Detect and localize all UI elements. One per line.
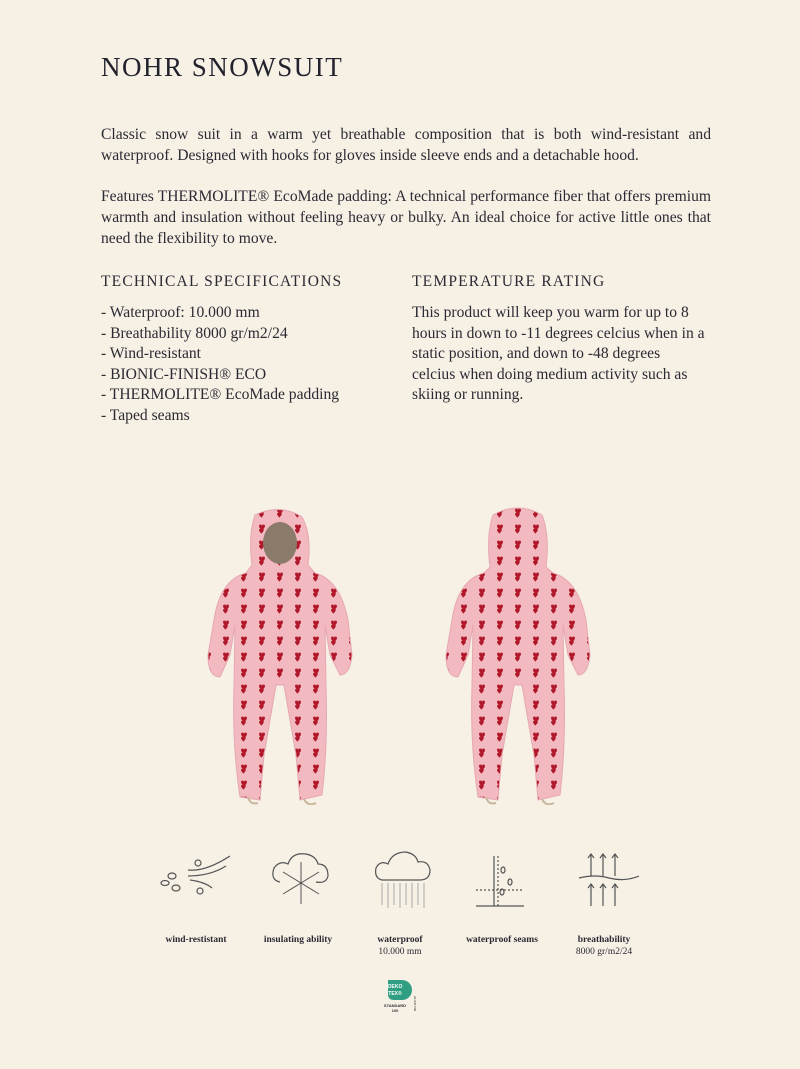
oeko-code: 22.HIN.599 bbox=[413, 996, 417, 1012]
rain-cloud-icon bbox=[372, 850, 442, 910]
feature-label: breathability bbox=[577, 935, 631, 945]
feature-label: waterproof seams bbox=[466, 935, 538, 945]
technical-specifications-heading: TECHNICAL SPECIFICATIONS bbox=[101, 273, 343, 290]
feature-breathability bbox=[544, 934, 664, 958]
feature-sub: 10.000 mm bbox=[378, 947, 422, 957]
oeko-number: 100 bbox=[391, 1008, 399, 1013]
spec-item: - Wind-resistant bbox=[101, 345, 201, 363]
description-paragraph-1: Classic snow suit in a warm yet breathable composition that is both wind-resistant and waterproof. Designed with hooks for gloves inside sleeve ends and a detachable hood. bbox=[101, 126, 711, 164]
oeko-tex-badge bbox=[380, 978, 426, 1018]
snowsuit-back-image bbox=[438, 505, 598, 805]
feature-sub: 8000 gr/m2/24 bbox=[575, 947, 633, 957]
spec-item: - THERMOLITE® EcoMade padding bbox=[101, 386, 340, 404]
page-title: NOHR SNOWSUIT bbox=[101, 52, 344, 82]
oeko-line-1: OEKO bbox=[387, 984, 403, 990]
specifications-list bbox=[101, 303, 339, 427]
temperature-rating-text: This product will keep you warm for up to 8 hours in down to -11 degrees celcius when in a static position, and down to -48 degrees celcius when doing medium activity such as skiing or running. bbox=[412, 304, 705, 404]
snowflake-cloud-icon bbox=[268, 850, 338, 910]
feature-label: waterproof bbox=[377, 935, 423, 945]
spec-item: - BIONIC-FINISH® ECO bbox=[101, 365, 267, 383]
feature-label: insulating ability bbox=[263, 935, 333, 945]
oeko-standard: STANDARD bbox=[383, 1003, 407, 1008]
description-paragraph-2: Features THERMOLITE® EcoMade padding: A technical performance fiber that offers premium warmth and insulation without feeling heavy or bulky. An ideal choice for active little ones that need the flexibility to move. bbox=[101, 188, 711, 247]
temperature-rating-heading: TEMPERATURE RATING bbox=[412, 273, 606, 290]
oeko-line-2: TEX® bbox=[388, 991, 402, 997]
spec-item: - Breathability 8000 gr/m2/24 bbox=[101, 324, 288, 342]
spec-item: - Waterproof: 10.000 mm bbox=[101, 304, 260, 321]
seam-drops-icon bbox=[472, 850, 542, 910]
wind-icon bbox=[160, 850, 230, 910]
snowsuit-front-image bbox=[200, 505, 360, 805]
feature-label: wind-restistant bbox=[165, 935, 227, 945]
breathability-arrows-icon bbox=[575, 850, 645, 910]
spec-item: - Taped seams bbox=[101, 406, 190, 424]
